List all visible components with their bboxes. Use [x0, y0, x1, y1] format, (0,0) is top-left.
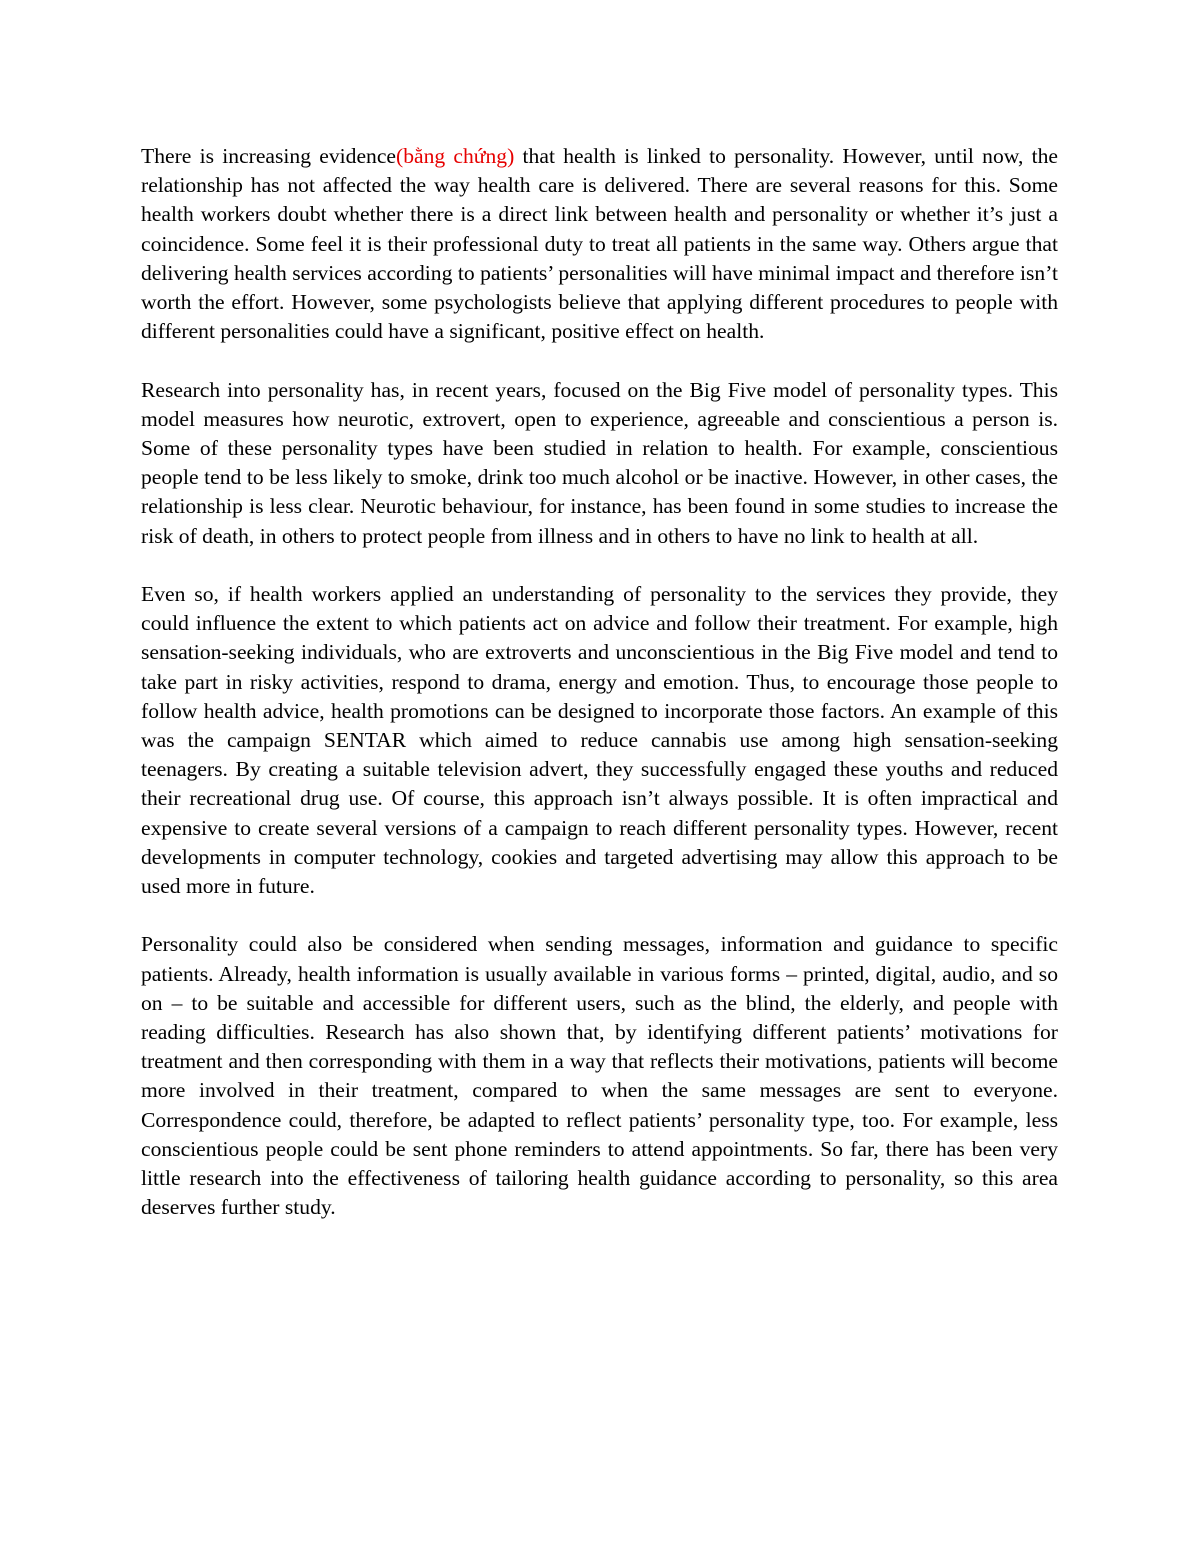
- paragraph-2: Research into personality has, in recent years, focused on the Big Five model of personality types. This model measures how neurotic, extrovert, open to experience, agreeable and conscientious a person is. Some of these personality types have been studied in relation to health. For example, conscientious people tend to be less likely to smoke, drink too much alcohol or be inactive. However, in other cases, the relationship is less clear. Neurotic behaviour, for instance, has been found in some studies to increase the risk of death, in others to protect people from illness and in others to have no link to health at all.: [141, 377, 1058, 548]
- paragraph-4: Personality could also be considered when sending messages, information and guidance to specific patients. Already, health information is usually available in various forms – printed, digital, audio, and so on – to be suitable and accessible for different users, such as the blind, the elderly, and people with reading difficulties. Research has also shown that, by identifying different patients’ motivations for treatment and then corresponding with them in a way that reflects their motivations, patients will become more involved in their treatment, compared to when the same messages are sent to everyone. Correspondence could, therefore, be adapted to reflect patients’ personality type, too. For example, less conscientious people could be sent phone reminders to attend appointments. So far, there has been very little research into the effectiveness of tailoring health guidance according to personality, so this area deserves further study.: [141, 932, 1058, 1220]
- document-body: [141, 142, 1058, 1252]
- paragraph-1-text-end: that health is linked to personality. However, until now, the relationship has not affected the way health care is delivered. There are several reasons for this. Some health workers doubt whether there is a direct link between health and personality or whether it’s just a coincidence. Some feel it is their professional duty to treat all patients in the same way. Others argue that delivering health services according to patients’ personalities will have minimal impact and therefore isn’t worth the effort. However, some psychologists believe that applying different procedures to people with different personalities could have a significant, positive effect on health.: [141, 144, 1058, 344]
- paragraph-1-text-start: There is increasing evidence: [141, 144, 396, 168]
- vietnamese-gloss: (bằng chứng): [396, 144, 515, 168]
- paragraph-3: Even so, if health workers applied an understanding of personality to the services they provide, they could influence the extent to which patients act on advice and follow their treatment. For example, high sensation-seeking individuals, who are extroverts and unconscientious in the Big Five model and tend to take part in risky activities, respond to drama, energy and emotion. Thus, to encourage those people to follow health advice, health promotions can be designed to incorporate those factors. An example of this was the campaign SENTAR which aimed to reduce cannabis use among high sensation-seeking teenagers. By creating a suitable television advert, they successfully engaged these youths and reduced their recreational drug use. Of course, this approach isn’t always possible. It is often impractical and expensive to create several versions of a campaign to reach different personality types. However, recent developments in computer technology, cookies and targeted advertising may allow this approach to be used more in future.: [141, 582, 1058, 899]
- paragraph-1: [141, 142, 1058, 346]
